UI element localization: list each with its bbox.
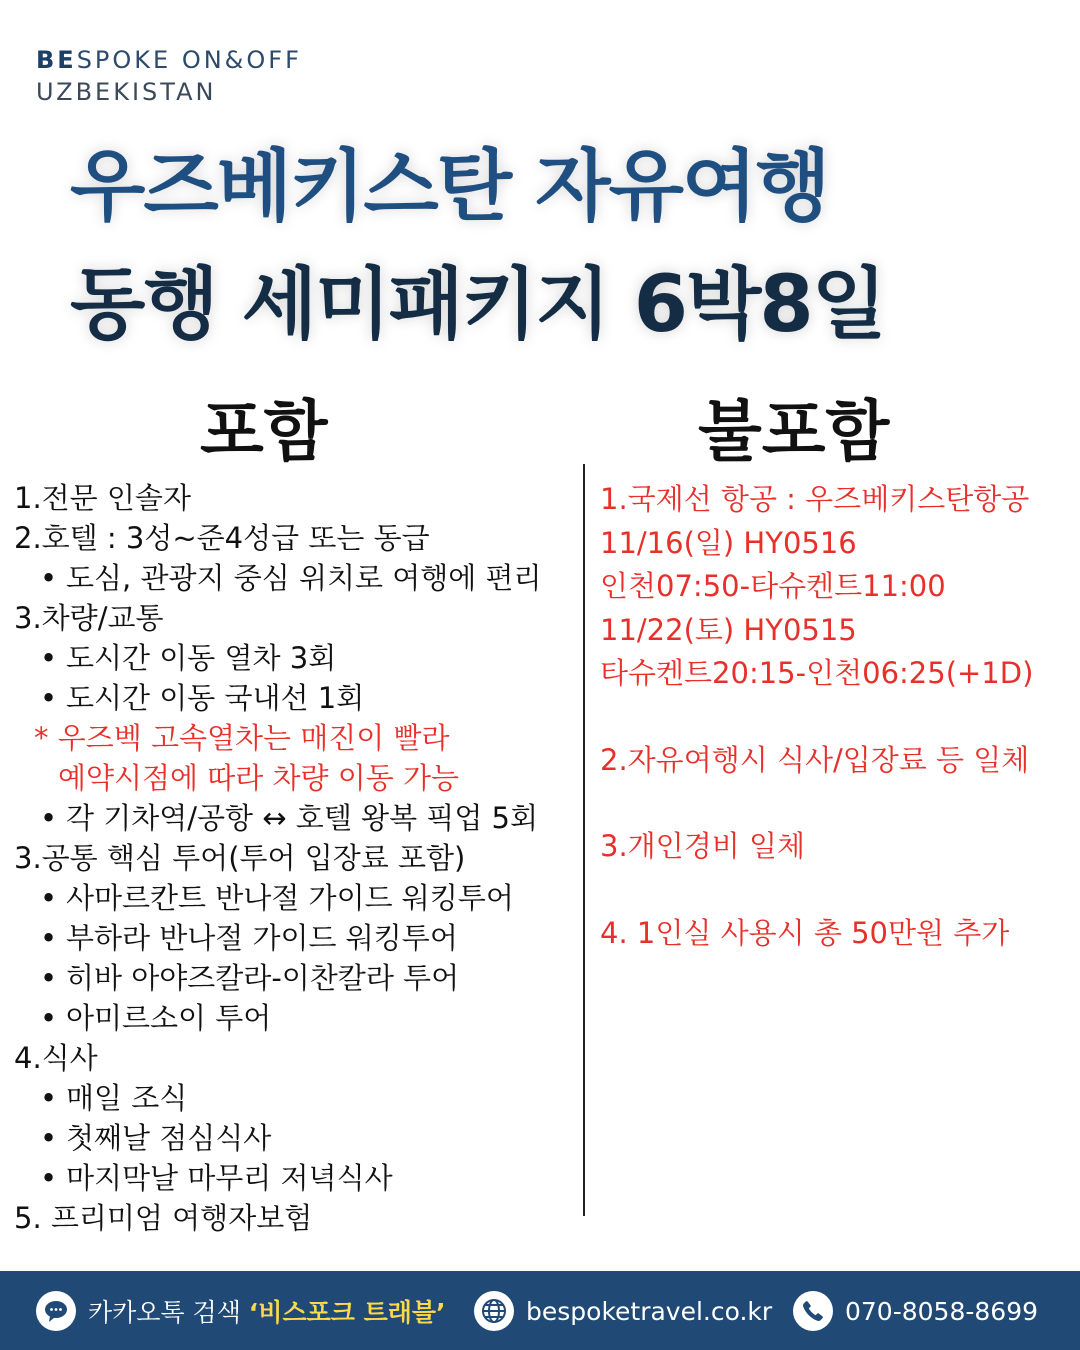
- kakao-search-link[interactable]: [36, 1290, 446, 1332]
- list-item: [14, 958, 584, 998]
- phone-link[interactable]: [793, 1290, 1038, 1332]
- note-line: 예약시점에 따라 차량 이동 가능: [58, 761, 460, 795]
- list-item-text: 도시간 이동 열차 3회: [66, 641, 337, 675]
- brand-logo: [36, 44, 302, 108]
- list-item: [14, 1118, 584, 1158]
- list-item: [14, 1158, 584, 1198]
- list-item: 4. 1인실 사용시 총 50만원 추가: [600, 915, 1010, 950]
- list-item-text: 마지막날 마무리 저녁식사: [66, 1161, 393, 1195]
- list-item: 3.차량/교통: [14, 601, 164, 635]
- spacer: [600, 782, 1070, 825]
- list-item: 11/16(일) HY0516: [600, 525, 857, 560]
- globe-icon: [474, 1291, 514, 1331]
- list-item: 11/22(토) HY0515: [600, 612, 857, 647]
- kakao-search-prefix: 카카오톡 검색: [88, 1298, 249, 1327]
- page-title: [70, 128, 1070, 364]
- list-item: [14, 1078, 584, 1118]
- list-item: [14, 918, 584, 958]
- list-item: [14, 798, 584, 838]
- bullet-icon: •: [40, 641, 58, 675]
- list-item-text: 부하라 반나절 가이드 워킹투어: [66, 921, 458, 955]
- bullet-icon: •: [40, 561, 58, 595]
- spacer: [600, 696, 1070, 739]
- title-line-2: 동행 세미패키지 6박8일: [70, 260, 885, 350]
- chat-bubble-icon: [36, 1291, 76, 1331]
- bullet-icon: •: [40, 961, 58, 995]
- list-item: 1.국제선 항공 : 우즈베키스탄항공: [600, 482, 1030, 516]
- bullet-icon: •: [40, 1081, 58, 1115]
- bullet-icon: •: [40, 1121, 58, 1155]
- bullet-icon: •: [40, 1161, 58, 1195]
- list-item-text: 아미르소이 투어: [66, 1001, 272, 1035]
- list-item-text: 각 기차역/공항 ↔ 호텔 왕복 픽업 5회: [66, 801, 539, 835]
- brand-name: [36, 44, 302, 76]
- list-item-text: 매일 조식: [66, 1081, 188, 1115]
- title-line-1: 우즈베키스탄 자유여행: [70, 142, 829, 232]
- brand-name-bold: BE: [36, 46, 77, 74]
- bullet-icon: •: [40, 801, 58, 835]
- list-item-text: 도시간 이동 국내선 1회: [66, 681, 365, 715]
- bullet-icon: •: [40, 1001, 58, 1035]
- website-link[interactable]: [474, 1290, 772, 1332]
- website-url: bespoketravel.co.kr: [526, 1296, 773, 1326]
- list-item: 타슈켄트20:15-인천06:25(+1D): [600, 656, 1034, 690]
- list-item-text: 도심, 관광지 중심 위치로 여행에 편리: [66, 561, 542, 595]
- list-item: [14, 678, 584, 718]
- list-item: 5. 프리미엄 여행자보험: [14, 1201, 313, 1235]
- list-item: 1.전문 인솔자: [14, 481, 191, 515]
- spacer: [600, 869, 1070, 912]
- kakao-search-text: [88, 1293, 446, 1329]
- included-heading: 포함: [200, 393, 328, 470]
- note-line: * 우즈벡 고속열차는 매진이 빨라: [34, 721, 450, 755]
- list-item-text: 첫째날 점심식사: [66, 1121, 272, 1155]
- brand-name-rest: SPOKE ON&OFF: [76, 46, 302, 74]
- list-item: [14, 638, 584, 678]
- list-item: [14, 998, 584, 1038]
- included-list: [14, 478, 584, 1238]
- list-item: 3.개인경비 일체: [600, 829, 805, 863]
- list-item: 인천07:50-타슈켄트11:00: [600, 569, 946, 603]
- footer-bar: [0, 1271, 1080, 1350]
- list-item: 3.공통 핵심 투어(투어 입장료 포함): [14, 841, 466, 875]
- bullet-icon: •: [40, 921, 58, 955]
- bullet-icon: •: [40, 681, 58, 715]
- excluded-heading: 불포함: [698, 393, 890, 470]
- list-item-text: 사마르칸트 반나절 가이드 워킹투어: [66, 881, 514, 915]
- list-item: [14, 878, 584, 918]
- excluded-list: [600, 478, 1070, 955]
- kakao-search-keyword: ‘비스포크 트래블’: [248, 1298, 446, 1327]
- list-item: [14, 558, 584, 598]
- list-item: 2.호텔 : 3성~준4성급 또는 동급: [14, 521, 430, 555]
- phone-icon: [793, 1291, 833, 1331]
- list-item: 4.식사: [14, 1041, 98, 1075]
- phone-number: 070-8058-8699: [845, 1296, 1039, 1326]
- bullet-icon: •: [40, 881, 58, 915]
- list-item: 2.자유여행시 식사/입장료 등 일체: [600, 742, 1030, 777]
- list-item-text: 히바 아야즈칼라-이찬칼라 투어: [66, 961, 460, 995]
- brand-country: UZBEKISTAN: [36, 78, 217, 106]
